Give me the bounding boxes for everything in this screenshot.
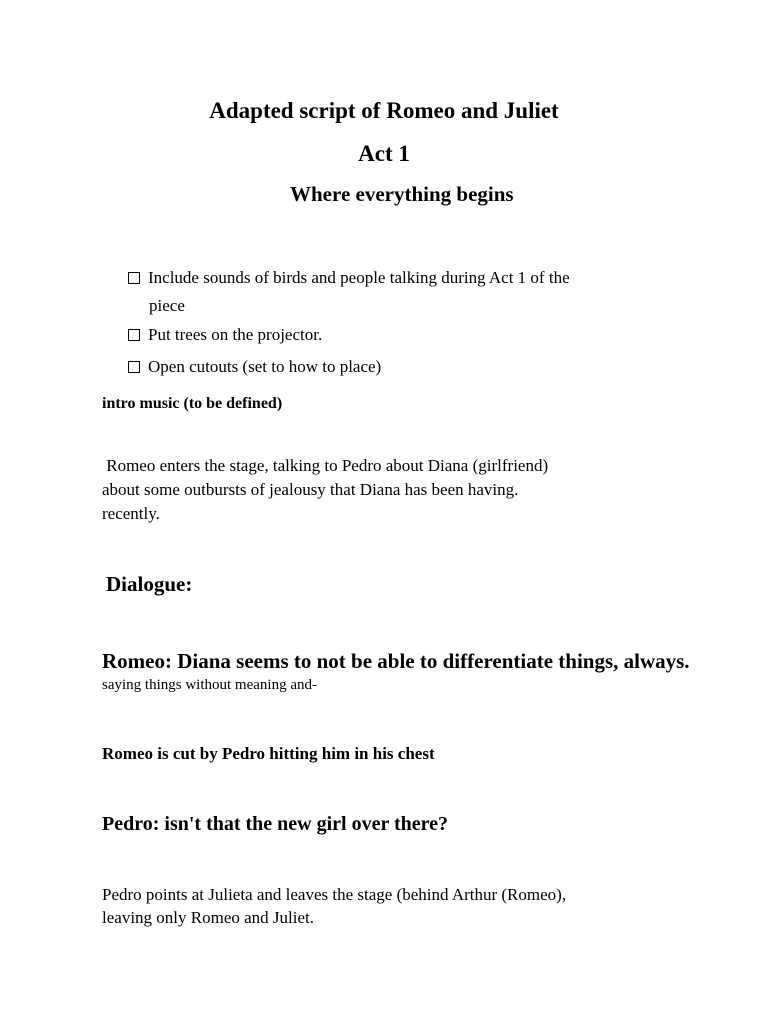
act-subtitle: Where everything begins <box>290 182 514 206</box>
dialogue-heading: Dialogue: <box>106 572 193 596</box>
stage-direction-line: Pedro points at Julieta and leaves the stage (behind Arthur (Romeo), <box>102 885 567 904</box>
document-title: Adapted script of Romeo and Juliet <box>209 98 559 123</box>
pedro-dialogue-line: Pedro: isn't that the new girl over there? <box>102 813 449 835</box>
checklist-item-label: Put trees on the projector. <box>148 325 323 344</box>
romeo-dialogue-continuation: saying things without meaning and- <box>102 677 317 693</box>
checklist-item-label: Include sounds of birds and people talking during Act 1 of the <box>148 268 570 287</box>
romeo-dialogue-line: Romeo: Diana seems to not be able to differentiate things, always. <box>102 649 690 673</box>
checklist-item <box>128 268 570 288</box>
scene-description-line: about some outbursts of jealousy that Diana has been having. <box>102 480 519 499</box>
checkbox-icon[interactable] <box>128 329 140 341</box>
intro-music-note: intro music (to be defined) <box>102 395 283 412</box>
checklist-item <box>128 325 322 345</box>
checkbox-icon[interactable] <box>128 272 140 284</box>
act-heading: Act 1 <box>358 141 410 166</box>
checklist-item-continuation: piece <box>149 296 185 315</box>
checklist-item <box>128 357 381 377</box>
checkbox-icon[interactable] <box>128 361 140 373</box>
scene-description-line: Romeo enters the stage, talking to Pedro about Diana (girlfriend) <box>102 456 549 475</box>
scene-description-line: recently. <box>102 504 160 523</box>
stage-direction-line: leaving only Romeo and Juliet. <box>102 908 314 927</box>
stage-direction: Romeo is cut by Pedro hitting him in his chest <box>102 744 435 763</box>
checklist-item-label: Open cutouts (set to how to place) <box>148 357 382 376</box>
